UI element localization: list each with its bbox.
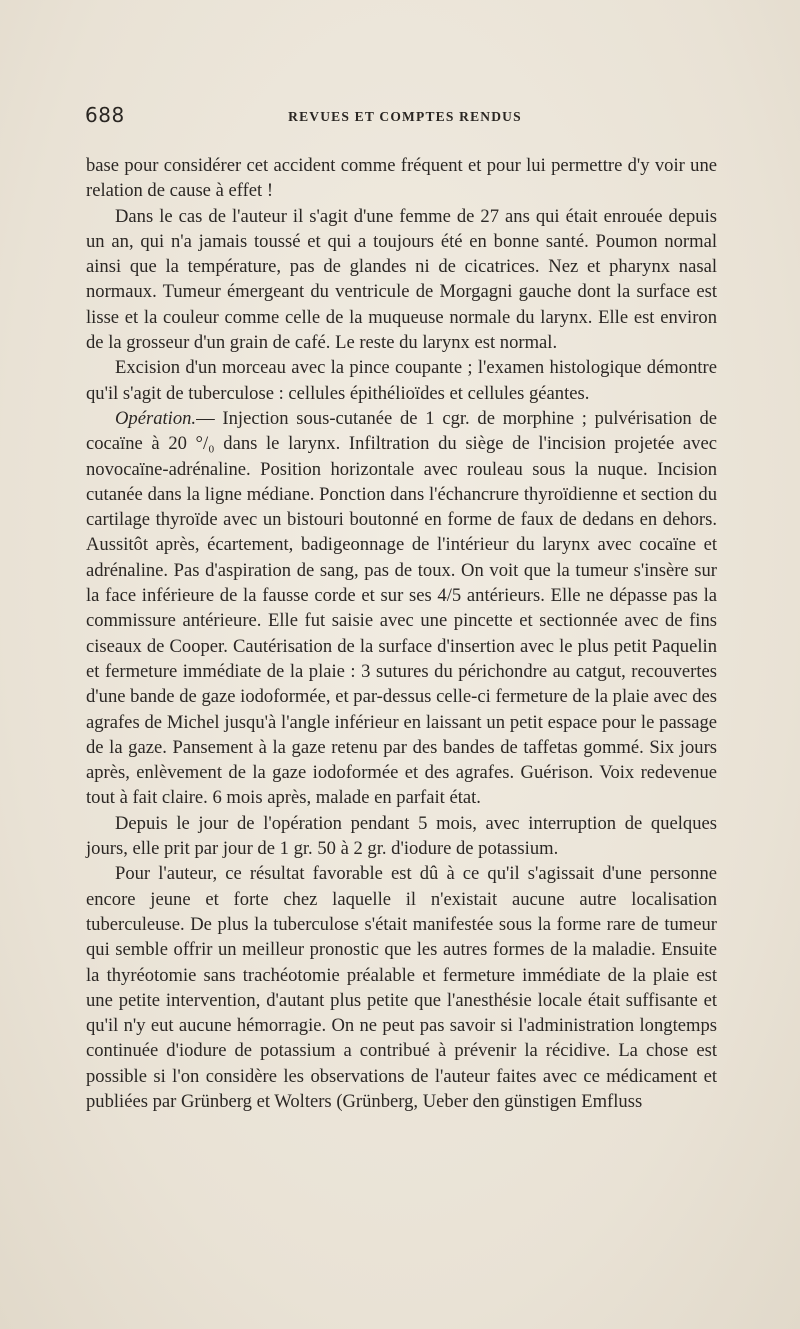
- paragraph-operation: [86, 406, 717, 811]
- paragraph-conclusion: Pour l'auteur, ce résultat favorable est dû à ce qu'il s'agissait d'une personne encore jeune et forte chez laquelle il n'existait aucune autre localisation tuberculeuse. De plus la tuberculose s'était manifestée sous la forme rare de tumeur qui semble offrir un meilleur pronostic que les autres formes de la maladie. Ensuite la thyréotomie sans trachéotomie préalable et fermeture immédiate de la plaie est une petite intervention, d'autant plus petite que l'anesthésie locale était suffisante et qu'il n'y eut aucune hémorragie. On ne peut pas savoir si l'administration longtemps continuée d'iodure de potassium a contribué à prévenir la récidive. La chose est possible si l'on considère les observations de l'auteur faites avec ce médicament et publiées par Grünberg et Wolters (Grünberg, Ueber den günstigen Emfluss: [86, 863, 717, 1112]
- page-number: 688: [85, 103, 125, 127]
- paragraph-continuation: base pour considérer cet accident comme fréquent et pour lui permettre d'y voir une relation de cause à effet !: [86, 155, 717, 202]
- operation-text: — Injection sous-cutanée de 1 cgr. de morphine ; pulvérisation de cocaïne à 20 °/₀ dans le larynx. Infiltration du siège de l'incision projetée avec novocaïne-adrénaline. Position horizontale avec rouleau sous la nuque. Incision cutanée dans la ligne médiane. Ponction dans l'échancrure thyroïdienne et section du cartilage thyroïde avec un bistouri boutonné en forme de faux de dedans en dehors. Aussitôt après, écartement, badigeonnage de l'intérieur du larynx avec cocaïne et adrénaline. Pas d'aspiration de sang, pas de toux. On voit que la tumeur s'insère sur la face inférieure de la fausse corde et sur ses 4/5 antérieurs. Elle ne dépasse pas la commissure antérieure. Elle fut saisie avec une pincette et sectionnée avec de fins ciseaux de Cooper. Cautérisation de la surface d'insertion avec le plus petit Paquelin et fermeture immédiate de la plaie : 3 sutures du périchondre au catgut, recouvertes d'une bande de gaze iodoformée, et par-dessus celle-ci fermeture de la plaie avec des agrafes de Michel jusqu'à l'angle inférieur en laissant un petit espace pour le passage de la gaze. Pansement à la gaze retenu par des bandes de taffetas gommé. Six jours après, enlèvement de la gaze iodoformée et des agrafes. Guérison. Voix redevenue tout à fait claire. 6 mois après, malade en parfait état.: [86, 407, 717, 809]
- paragraph-case-description: Dans le cas de l'auteur il s'agit d'une femme de 27 ans qui était enrouée depuis un an, qui n'a jamais toussé et qui a toujours été en bonne santé. Poumon normal ainsi que la température, pas de glandes ni de cicatrices. Nez et pharynx nasal normaux. Tumeur émergeant du ventricule de Morgagni gauche dont la surface est lisse et la couleur comme celle de la muqueuse normale du larynx. Elle est environ de la grosseur d'un grain de café. Le reste du larynx est normal.: [86, 205, 717, 354]
- paragraph-excision: Excision d'un morceau avec la pince coupante ; l'examen histologique démontre qu'il s'agit de tuberculose : cellules épithélioïdes et cellules géantes.: [86, 357, 717, 404]
- body-text: [86, 153, 717, 1114]
- running-title: REVUES ET COMPTES RENDUS: [288, 109, 522, 124]
- operation-lead: Opération.: [115, 407, 197, 429]
- running-head: [85, 103, 725, 133]
- paragraph-iodide: Depuis le jour de l'opération pendant 5 mois, avec interruption de quelques jours, elle prit par jour de 1 gr. 50 à 2 gr. d'iodure de potassium.: [86, 812, 717, 860]
